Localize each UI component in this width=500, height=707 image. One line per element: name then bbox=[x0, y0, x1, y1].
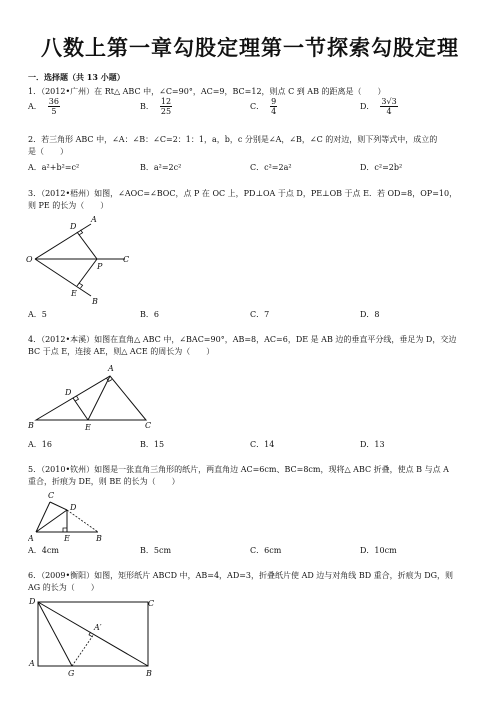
section-heading: 一．选择题（共 13 小题） bbox=[28, 72, 125, 82]
label-a: A bbox=[91, 215, 97, 224]
question-4-stem: 4．（2012•本溪）如图在直角△ ABC 中，∠BAC=90°，AB=8，AC=6，DE 是 AB 边的垂直平分线，垂足为 D，交边 BC 于点 E，连接 AE，则△ ACE 的周长为（ ） bbox=[28, 335, 457, 356]
question-3-figure bbox=[25, 214, 135, 306]
label-c: C bbox=[123, 255, 130, 264]
label-b4: B bbox=[28, 421, 34, 430]
question-4-figure bbox=[28, 360, 158, 432]
question-2-option-a: A．a²+b²=c² bbox=[28, 163, 80, 172]
ray-ob bbox=[35, 259, 91, 296]
question-4-option-a: A．16 bbox=[28, 440, 52, 449]
question-1-option-d: D． $\frac{3√3}{4}$ bbox=[360, 97, 397, 116]
label-b: B bbox=[92, 297, 98, 306]
question-2-option-d: D．c²=2b² bbox=[360, 163, 403, 172]
segment-cd bbox=[50, 502, 67, 510]
question-1-options bbox=[28, 97, 478, 119]
question-5-option-d: D．10cm bbox=[360, 546, 397, 555]
question-2-options bbox=[28, 162, 478, 184]
label-b5: B bbox=[96, 534, 102, 543]
label-a-prime: A′ bbox=[94, 623, 102, 632]
segment-ga-prime bbox=[72, 634, 94, 666]
question-2-option-b: B．a²=2c² bbox=[140, 163, 182, 172]
question-3-stem: 3．（2012•梧州）如图，∠AOC=∠BOC，点 P 在 OC 上，PD⊥OA 于点 D，PE⊥OB 于点 E．若 OD=8，OP=10， 则 PE 的长为（ ） bbox=[28, 189, 458, 210]
segment-pe bbox=[77, 259, 97, 286]
question-3-option-d: D．8 bbox=[360, 310, 380, 319]
right-angle-e5 bbox=[63, 528, 67, 532]
ray-oa bbox=[35, 224, 91, 259]
question-5-option-c: C．6cm bbox=[250, 546, 282, 555]
label-a6: A bbox=[29, 659, 35, 668]
question-6-stem: 6．（2009•衡阳）如图，矩形纸片 ABCD 中，AB=4，AD=3，折叠纸片使 AD 边与对角线 BD 重合，折痕为 DG，则 AG 的长为（ ） bbox=[28, 571, 454, 592]
question-4-option-d: D．13 bbox=[360, 440, 385, 449]
label-a5: A bbox=[28, 534, 34, 543]
label-e: E bbox=[71, 289, 77, 298]
right-angle-e bbox=[79, 283, 83, 288]
segment-pd bbox=[77, 232, 97, 259]
question-3-option-b: B．6 bbox=[140, 310, 159, 319]
question-1-option-b: B． $\frac{12}{25}$ bbox=[140, 97, 172, 116]
question-5-figure bbox=[28, 488, 110, 544]
segment-db-dashed bbox=[67, 510, 98, 532]
question-6-figure bbox=[28, 596, 158, 680]
question-5-option-a: A．4cm bbox=[28, 546, 59, 555]
label-o: O bbox=[26, 255, 33, 264]
segment-de bbox=[73, 398, 88, 420]
question-2-stem: 2．若三角形 ABC 中，∠A：∠B：∠C=2：1：1，a，b，c 分别是∠A，∠B，∠C 的对边，则下列等式中，成立的 是（ ） bbox=[28, 135, 438, 156]
question-5-stem: 5．（2010•钦州）如图是一张直角三角形的纸片，两直角边 AC=6cm、BC=8cm，现将△ ABC 折叠，使点 B 与点 A 重合，折痕为 DE，则 BE 的长为（ ） bbox=[28, 465, 449, 486]
question-5-option-b: B．5cm bbox=[140, 546, 172, 555]
question-1-option-c: C． $\frac{9}{4}$ bbox=[250, 97, 277, 116]
question-4-option-c: C．14 bbox=[250, 440, 275, 449]
question-3-options bbox=[28, 309, 478, 331]
question-5-options bbox=[28, 545, 478, 567]
question-3-option-a: A．5 bbox=[28, 310, 47, 319]
question-1-stem: 1．（2012•广州）在 Rt△ ABC 中，∠C=90°，AC=9，BC=12，则点 C 到 AB 的距离是（ ） bbox=[28, 87, 386, 96]
label-d6: D bbox=[29, 597, 36, 606]
question-4-options bbox=[28, 439, 478, 461]
label-e5: E bbox=[64, 534, 70, 543]
label-g6: G bbox=[68, 669, 75, 678]
label-c4: C bbox=[145, 421, 152, 430]
question-3-option-c: C．7 bbox=[250, 310, 270, 319]
label-c6: C bbox=[148, 599, 155, 608]
question-2-option-c: C．c²=2a² bbox=[250, 163, 292, 172]
label-d5: D bbox=[70, 503, 77, 512]
question-4-option-b: B．15 bbox=[140, 440, 165, 449]
page-title: 八数上第一章勾股定理第一节探索勾股定理 bbox=[41, 36, 459, 60]
label-b6: B bbox=[146, 669, 152, 678]
label-p: P bbox=[97, 262, 103, 271]
label-d: D bbox=[70, 222, 77, 231]
label-a4: A bbox=[108, 364, 114, 373]
question-1-option-a: A． $\frac{36}{5}$ bbox=[28, 97, 59, 116]
label-e4: E bbox=[85, 423, 91, 432]
label-c5: C bbox=[48, 491, 55, 500]
label-d4: D bbox=[65, 388, 72, 397]
